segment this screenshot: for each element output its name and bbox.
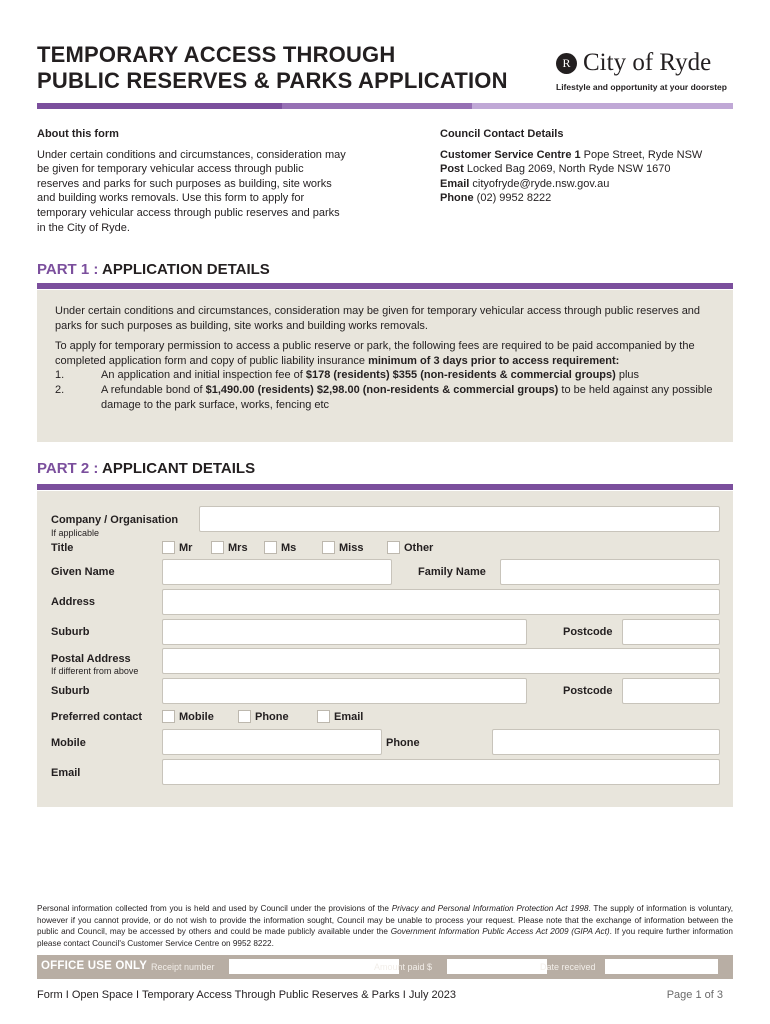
part1-panel — [37, 290, 733, 442]
given-name-input[interactable] — [162, 559, 392, 585]
preferred-phone-checkbox[interactable] — [238, 710, 251, 723]
postcode-input[interactable] — [622, 619, 720, 645]
part1-rule — [37, 283, 733, 289]
contact-section — [440, 127, 740, 206]
part1-heading — [37, 261, 270, 278]
date-received-field[interactable] — [605, 959, 718, 974]
logo-name: City of Ryde — [583, 49, 712, 76]
title-line-2: PUBLIC RESERVES & PARKS APPLICATION — [37, 68, 508, 93]
page-number: Page 1 of 3 — [666, 989, 723, 1001]
part2-rule — [37, 484, 733, 490]
title-other-checkbox[interactable] — [387, 541, 400, 554]
privacy-notice: Personal information collected from you is held and used by Council under the provisions of the Privacy and Personal Information Protection Act 1998. The supply of information is voluntary, however if you cannot provide, or do not wish to provide the information sought, Council may be unable to process your request. Please note that the exchange of information between the public and Council, may be accessed by others and could be made publicly available under the Government Information Public Access Act 2009 (GIPA Act). If you require further information please contact Council's Customer Service Centre on 9952 8222. — [37, 904, 734, 948]
contact-post: Post Locked Bag 2069, North Ryde NSW 1670 — [440, 163, 671, 176]
company-sub: If applicable — [51, 528, 100, 538]
city-of-ryde-logo — [556, 48, 736, 96]
page-title — [37, 42, 557, 94]
title-miss-label: Miss — [339, 542, 364, 554]
contact-phone: Phone (02) 9952 8222 — [440, 192, 552, 205]
title-line-1: TEMPORARY ACCESS THROUGH — [37, 42, 396, 67]
preferred-email-checkbox[interactable] — [317, 710, 330, 723]
phone-input[interactable] — [492, 729, 720, 755]
company-input[interactable] — [199, 506, 720, 532]
title-other-label: Other — [404, 542, 434, 554]
company-label: Company / Organisation — [51, 514, 179, 526]
fee-item-2: 2. A refundable bond of $1,490.00 (residents) $2,98.00 (non-residents & commercial groups) to be held against any possible damage to the park surface, works, fencing etc — [55, 383, 713, 411]
family-name-label: Family Name — [418, 566, 486, 578]
office-use-bar — [37, 955, 733, 979]
postal-suburb-label: Suburb — [51, 685, 90, 697]
office-use-title: OFFICE USE ONLY — [41, 960, 148, 972]
phone-label: Phone — [386, 737, 420, 749]
title-mr-checkbox[interactable] — [162, 541, 175, 554]
contact-csc: Customer Service Centre 1 Pope Street, Ryde NSW — [440, 148, 703, 161]
preferred-phone-label: Phone — [255, 711, 289, 723]
preferred-contact-label: Preferred contact — [51, 711, 143, 723]
postal-address-label: Postal Address — [51, 653, 131, 665]
contact-heading: Council Contact Details — [440, 128, 564, 140]
part2-number: PART 2 : — [37, 460, 99, 477]
preferred-mobile-label: Mobile — [179, 711, 214, 723]
email-label: Email — [51, 767, 81, 779]
title-mr-label: Mr — [179, 542, 193, 554]
family-name-input[interactable] — [500, 559, 720, 585]
part2-heading — [37, 460, 255, 477]
contact-email: Email cityofryde@ryde.nsw.gov.au — [440, 177, 610, 190]
address-label: Address — [51, 596, 96, 608]
date-received-label: Date received — [540, 962, 596, 972]
mobile-label: Mobile — [51, 737, 86, 749]
amount-paid-label: Amount paid $ — [374, 962, 433, 972]
part2-title: APPLICANT DETAILS — [98, 460, 256, 477]
title-rule — [37, 103, 733, 109]
about-section — [37, 127, 347, 235]
title-ms-checkbox[interactable] — [264, 541, 277, 554]
part2-panel — [37, 491, 733, 807]
preferred-email-label: Email — [334, 711, 364, 723]
email-link[interactable]: cityofryde@ryde.nsw.gov.au — [469, 177, 610, 190]
logo-seal-icon: R — [556, 53, 577, 74]
logo-tagline: Lifestyle and opportunity at your doorstep — [556, 82, 727, 92]
postal-suburb-input[interactable] — [162, 678, 527, 704]
postcode-label: Postcode — [563, 626, 613, 638]
part1-para1: Under certain conditions and circumstances, consideration may be given for temporary vehicular access through public reserves and parks for such purposes as building, site works and building works removals. — [55, 305, 701, 332]
part1-title: APPLICATION DETAILS — [98, 261, 270, 278]
title-label: Title — [51, 542, 74, 554]
amount-paid-field[interactable] — [447, 959, 547, 974]
part1-number: PART 1 : — [37, 261, 99, 278]
footer-text: Form I Open Space I Temporary Access Through Public Reserves & Parks I July 2023 — [37, 989, 457, 1001]
receipt-number-label: Receipt number — [151, 962, 215, 972]
part1-para2: To apply for temporary permission to access a public reserve or park, the following fees are required to be paid accompanied by the completed application form and copy of public liability insurance minimum of 3 days prior to access requirement: — [55, 340, 695, 367]
title-mrs-checkbox[interactable] — [211, 541, 224, 554]
postal-postcode-input[interactable] — [622, 678, 720, 704]
fee-item-1: 1. An application and initial inspection fee of $178 (residents) $355 (non-residents & commercial groups) plus — [55, 369, 640, 382]
about-body: Under certain conditions and circumstances, consideration may be given for temporary vehicular access through public reserves and parks for such purposes as building, site works and building works removals. Use this form to apply for temporary vehicular access through public reserves and parks in the City of Ryde. — [37, 148, 346, 234]
suburb-input[interactable] — [162, 619, 527, 645]
mobile-input[interactable] — [162, 729, 382, 755]
about-heading: About this form — [37, 128, 119, 140]
suburb-label: Suburb — [51, 626, 90, 638]
postal-address-sub: If different from above — [51, 666, 139, 676]
title-mrs-label: Mrs — [228, 542, 248, 554]
title-miss-checkbox[interactable] — [322, 541, 335, 554]
title-ms-label: Ms — [281, 542, 297, 554]
preferred-mobile-checkbox[interactable] — [162, 710, 175, 723]
postal-address-input[interactable] — [162, 648, 720, 674]
given-name-label: Given Name — [51, 566, 115, 578]
postal-postcode-label: Postcode — [563, 685, 613, 697]
email-input[interactable] — [162, 759, 720, 785]
address-input[interactable] — [162, 589, 720, 615]
